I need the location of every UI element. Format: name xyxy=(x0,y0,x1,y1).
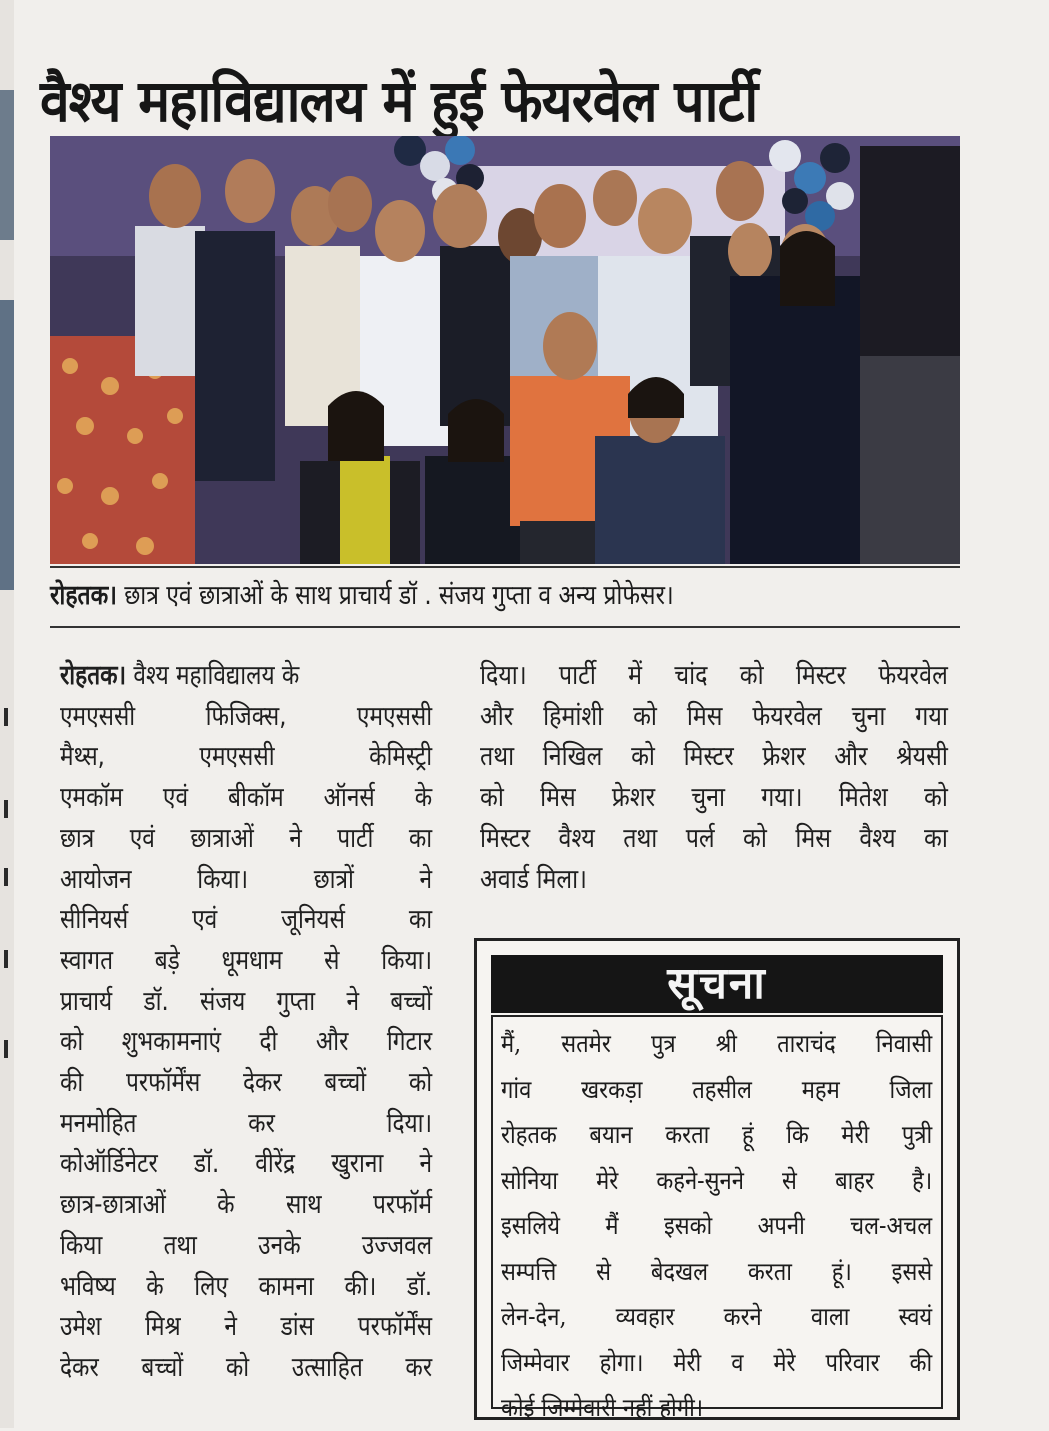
notice-line: गांव खरकड़ा तहसील महम जिला xyxy=(501,1074,933,1104)
notice-heading-banner xyxy=(491,955,943,1013)
notice-line: सम्पत्ति से बेदखल करता हूं। इससे xyxy=(501,1256,933,1286)
caption-text: छात्र एवं छात्राओं के साथ प्राचार्य डॉ . संजय गुप्ता व अन्य प्रोफेसर। xyxy=(116,580,674,611)
body-line: भविष्य के लिए कामना की। डॉ. xyxy=(60,1270,433,1302)
body-line: एमकॉम एवं बीकॉम ऑनर्स के xyxy=(60,782,433,814)
body-line: कोऑर्डिनेटर डॉ. वीरेंद्र खुराना ने xyxy=(60,1148,433,1180)
body-line: छात्र एवं छात्राओं ने पार्टी का xyxy=(60,822,433,854)
caption-dateline: रोहतक। xyxy=(50,580,117,611)
article-body-left-column xyxy=(60,656,432,1389)
body-line: स्वागत बड़े धूमधाम से किया। xyxy=(60,944,433,976)
notice-line: जिम्मेवार होगा। मेरी व मेरे परिवार की xyxy=(501,1347,933,1377)
body-line: मैथ्स, एमएससी केमिस्ट्री xyxy=(60,741,433,773)
body-line: छात्र-छात्राओं के साथ परफॉर्म xyxy=(60,1189,433,1221)
article-body-right-column xyxy=(480,656,948,900)
body-dateline: रोहतक। xyxy=(60,660,127,691)
notice-line: सोनिया मेरे कहने-सुनने से बाहर है। xyxy=(501,1165,933,1195)
adjacent-text-fragment xyxy=(4,800,8,818)
body-line: रोहतक। वैश्य महाविद्यालय के xyxy=(60,660,300,691)
public-notice-box xyxy=(474,938,960,1420)
notice-body xyxy=(491,1015,943,1422)
notice-line: लेन-देन, व्यवहार करने वाला स्वयं xyxy=(501,1302,933,1331)
body-line: देकर बच्चों को उत्साहित कर xyxy=(60,1351,433,1383)
notice-heading: सूचना xyxy=(667,958,767,1009)
adjacent-text-fragment xyxy=(4,868,8,886)
notice-line: कोई जिम्मेवारी नहीं होगी। xyxy=(501,1393,704,1422)
body-line: एमएससी फिजिक्स, एमएससी xyxy=(60,700,433,732)
article-headline: वैश्य महाविद्यालय में हुई फेयरवेल पार्टी xyxy=(40,66,758,135)
adjacent-column-fragment xyxy=(0,90,14,240)
adjacent-column-fragment xyxy=(0,300,14,590)
body-line: को शुभकामनाएं दी और गिटार xyxy=(60,1026,433,1058)
body-line: आयोजन किया। छात्रों ने xyxy=(60,863,433,895)
body-line: की परफॉर्मेंस देकर बच्चों को xyxy=(60,1067,433,1099)
body-line: अवार्ड मिला। xyxy=(480,863,587,895)
notice-line: रोहतक बयान करता हूं कि मेरी पुत्री xyxy=(501,1120,933,1149)
body-line: मनमोहित कर दिया। xyxy=(60,1107,433,1139)
body-line: और हिमांशी को मिस फेयरवेल चुना गया xyxy=(480,700,948,732)
body-line: किया तथा उनके उज्जवल xyxy=(60,1229,433,1261)
adjacent-page-margin xyxy=(0,0,14,1428)
adjacent-text-fragment xyxy=(4,708,8,726)
notice-line: मैं, सतमेर पुत्र श्री ताराचंद निवासी xyxy=(501,1029,933,1058)
body-line: मिस्टर वैश्य तथा पर्ल को मिस वैश्य का xyxy=(480,822,948,854)
caption-rule xyxy=(50,566,960,568)
adjacent-text-fragment xyxy=(4,1040,8,1058)
body-line: उमेश मिश्र ने डांस परफॉर्मेंस xyxy=(60,1311,433,1343)
body-line: तथा निखिल को मिस्टर फ्रेशर और श्रेयसी xyxy=(480,741,948,773)
caption-rule xyxy=(50,626,960,628)
body-line: दिया। पार्टी में चांद को मिस्टर फेयरवेल xyxy=(480,660,948,691)
body-line: सीनियर्स एवं जूनियर्स का xyxy=(60,904,433,936)
adjacent-text-fragment xyxy=(4,950,8,968)
body-line: को मिस फ्रेशर चुना गया। मितेश को xyxy=(480,782,948,814)
notice-line: इसलिये मैं इसको अपनी चल-अचल xyxy=(501,1211,933,1240)
photo-caption xyxy=(50,574,824,618)
body-line: प्राचार्य डॉ. संजय गुप्ता ने बच्चों xyxy=(60,985,433,1017)
group-photo xyxy=(50,136,960,564)
